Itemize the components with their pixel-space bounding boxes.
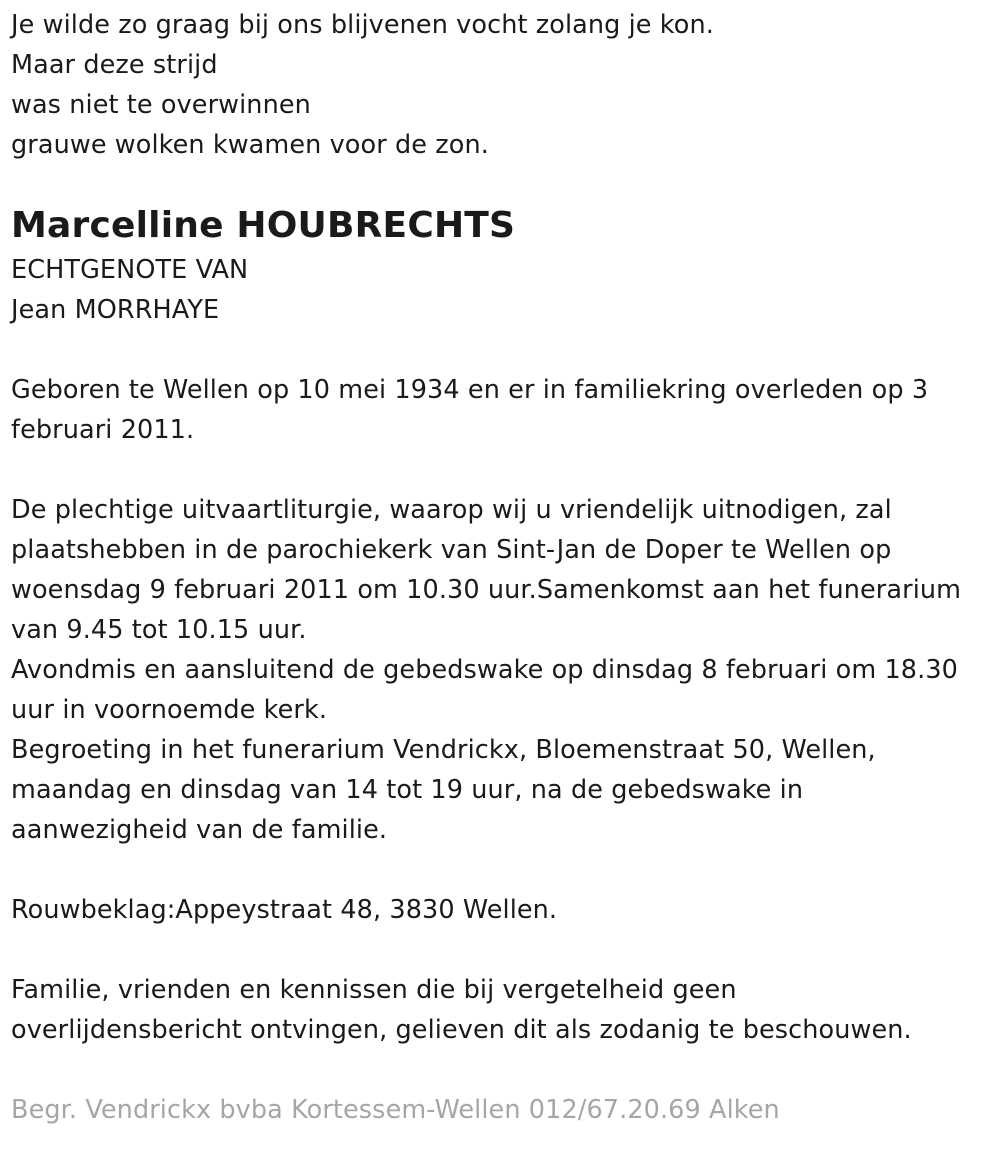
paragraph-line: plaatshebben in de parochiekerk van Sint-Jan de Doper te Wellen op — [11, 535, 892, 565]
spacer — [11, 330, 996, 370]
paragraph-line: maandag en dinsdag van 14 tot 19 uur, na de gebedswake in — [11, 775, 804, 805]
condolences-address: Rouwbeklag:Appeystraat 48, 3830 Wellen. — [11, 895, 558, 925]
spacer — [11, 450, 996, 490]
paragraph-line: Familie, vrienden en kennissen die bij vergetelheid geen — [11, 975, 737, 1005]
poem-line: grauwe wolken kwamen voor de zon. — [11, 130, 489, 160]
deceased-name: Marcelline HOUBRECHTS — [11, 205, 516, 246]
spacer — [11, 1050, 996, 1090]
paragraph-line: woensdag 9 februari 2011 om 10.30 uur.Samenkomst aan het funerarium — [11, 575, 962, 605]
closing-paragraph — [11, 970, 996, 1050]
paragraph-line: februari 2011. — [11, 415, 195, 445]
relation-label: ECHTGENOTE VAN — [11, 255, 249, 285]
poem-line: Je wilde zo graag bij ons blijvenen vocht zolang je kon. — [11, 10, 714, 40]
paragraph-line: Geboren te Wellen op 10 mei 1934 en er in familiekring overleden op 3 — [11, 375, 929, 405]
paragraph-line: overlijdensbericht ontvingen, gelieven dit als zodanig te beschouwen. — [11, 1015, 912, 1045]
paragraph-line: Avondmis en aansluitend de gebedswake op dinsdag 8 februari om 18.30 — [11, 655, 958, 685]
death-notice — [11, 5, 996, 1130]
paragraph-line: Begroeting in het funerarium Vendrickx, Bloemenstraat 50, Wellen, — [11, 735, 876, 765]
poem-line: Maar deze strijd — [11, 50, 218, 80]
paragraph-line: van 9.45 tot 10.15 uur. — [11, 615, 307, 645]
spacer — [11, 930, 996, 970]
poem — [11, 5, 996, 165]
paragraph-line: uur in voornoemde kerk. — [11, 695, 328, 725]
paragraph-line: De plechtige uitvaartliturgie, waarop wij u vriendelijk uitnodigen, zal — [11, 495, 892, 525]
funeral-home-footer: Begr. Vendrickx bvba Kortessem-Wellen 012/67.20.69 Alken — [11, 1095, 780, 1125]
spacer — [11, 850, 996, 890]
ceremony-paragraph — [11, 490, 996, 850]
poem-line: was niet te overwinnen — [11, 90, 311, 120]
paragraph-line: aanwezigheid van de familie. — [11, 815, 388, 845]
birth-death-paragraph — [11, 370, 996, 450]
spouse-name: Jean MORRHAYE — [11, 295, 220, 325]
